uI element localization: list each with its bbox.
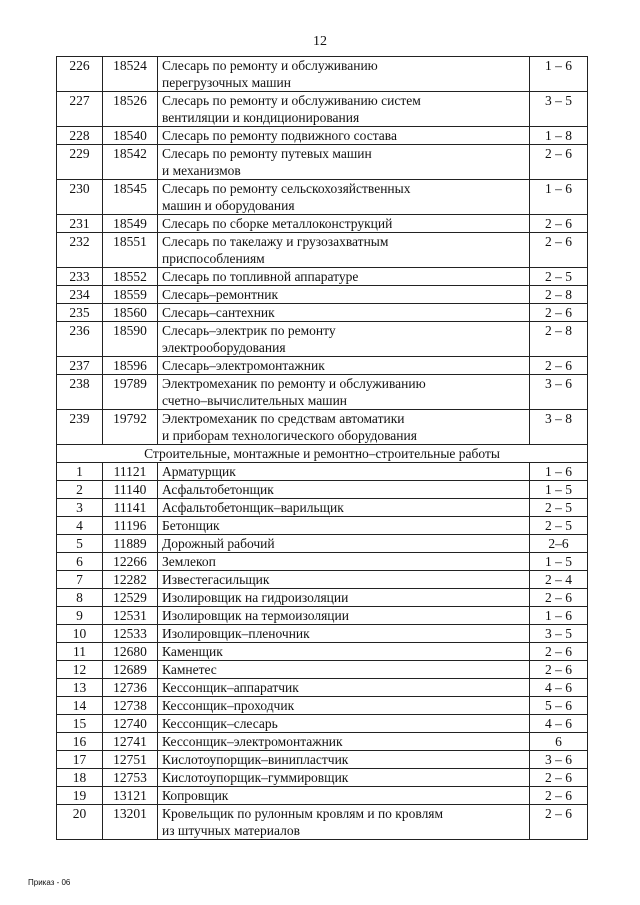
grade-range: 2 – 4 [530,571,588,589]
grade-range: 2 – 5 [530,517,588,535]
profession-name: Изолировщик на гидроизоляции [158,589,530,607]
row-number: 226 [57,57,103,92]
profession-code: 11196 [103,517,158,535]
profession-name: Кессонщик–слесарь [158,715,530,733]
profession-name: Слесарь–электрик по ремонту электрооборудования [158,322,530,357]
grade-range: 3 – 5 [530,625,588,643]
profession-name: Слесарь по ремонту сельскохозяйственных машин и оборудования [158,180,530,215]
table-row [57,92,588,127]
profession-code: 12738 [103,697,158,715]
grade-range: 1 – 5 [530,481,588,499]
row-number: 239 [57,410,103,445]
grade-range: 1 – 6 [530,463,588,481]
table-row [57,375,588,410]
grade-range: 1 – 6 [530,180,588,215]
table-row [57,661,588,679]
table-row [57,304,588,322]
row-number: 229 [57,145,103,180]
row-number: 3 [57,499,103,517]
table-row [57,322,588,357]
row-number: 10 [57,625,103,643]
grade-range: 2 – 6 [530,145,588,180]
grade-range: 1 – 6 [530,607,588,625]
grade-range: 2 – 6 [530,661,588,679]
profession-code: 13201 [103,805,158,840]
profession-name: Кессонщик–проходчик [158,697,530,715]
profession-code: 11140 [103,481,158,499]
profession-name: Слесарь–ремонтник [158,286,530,304]
profession-code: 12741 [103,733,158,751]
grade-range: 2 – 6 [530,787,588,805]
profession-name: Камнетес [158,661,530,679]
profession-name: Слесарь по ремонту и обслуживанию перегрузочных машин [158,57,530,92]
grade-range: 2 – 6 [530,215,588,233]
table-body-bottom [57,463,588,840]
table-row [57,535,588,553]
profession-code: 11141 [103,499,158,517]
row-number: 19 [57,787,103,805]
profession-code: 12533 [103,625,158,643]
table-row [57,679,588,697]
row-number: 232 [57,233,103,268]
profession-name: Кессонщик–аппаратчик [158,679,530,697]
profession-name: Дорожный рабочий [158,535,530,553]
grade-range: 2 – 5 [530,268,588,286]
table-row [57,715,588,733]
grade-range: 3 – 5 [530,92,588,127]
grade-range: 3 – 6 [530,375,588,410]
profession-code: 18552 [103,268,158,286]
profession-code: 18590 [103,322,158,357]
row-number: 228 [57,127,103,145]
footer-text: Приказ - 06 [28,878,71,887]
table-row [57,499,588,517]
profession-code: 12736 [103,679,158,697]
profession-code: 18596 [103,357,158,375]
profession-code: 18526 [103,92,158,127]
row-number: 14 [57,697,103,715]
grade-range: 2 – 6 [530,589,588,607]
table-row [57,805,588,840]
profession-name: Электромеханик по ремонту и обслуживанию счетно–вычислительных машин [158,375,530,410]
profession-code: 18540 [103,127,158,145]
profession-code: 18524 [103,57,158,92]
profession-name: Арматурщик [158,463,530,481]
table-row [57,697,588,715]
section-heading-row [57,445,588,463]
table-row [57,233,588,268]
table-row [57,751,588,769]
table-row [57,357,588,375]
table-row [57,571,588,589]
professions-table [56,56,588,840]
row-number: 12 [57,661,103,679]
profession-name: Кислотоупорщик–винипластчик [158,751,530,769]
row-number: 227 [57,92,103,127]
grade-range: 6 [530,733,588,751]
profession-name: Слесарь по ремонту подвижного состава [158,127,530,145]
profession-code: 19792 [103,410,158,445]
row-number: 238 [57,375,103,410]
row-number: 18 [57,769,103,787]
profession-code: 12740 [103,715,158,733]
profession-name: Бетонщик [158,517,530,535]
table-row [57,589,588,607]
row-number: 7 [57,571,103,589]
table-row [57,787,588,805]
profession-code: 12266 [103,553,158,571]
grade-range: 2 – 8 [530,286,588,304]
profession-name: Слесарь–сантехник [158,304,530,322]
row-number: 4 [57,517,103,535]
table-row [57,127,588,145]
grade-range: 2 – 6 [530,769,588,787]
table-row [57,57,588,92]
profession-code: 12751 [103,751,158,769]
row-number: 236 [57,322,103,357]
profession-code: 11889 [103,535,158,553]
table-row [57,481,588,499]
table-row [57,625,588,643]
row-number: 11 [57,643,103,661]
profession-name: Слесарь по топливной аппаратуре [158,268,530,286]
table-row [57,268,588,286]
grade-range: 4 – 6 [530,679,588,697]
profession-name: Кровельщик по рулонным кровлям и по кровлям из штучных материалов [158,805,530,840]
profession-name: Слесарь по такелажу и грузозахватным приспособлениям [158,233,530,268]
profession-code: 12753 [103,769,158,787]
table-row [57,215,588,233]
profession-code: 18560 [103,304,158,322]
row-number: 230 [57,180,103,215]
row-number: 6 [57,553,103,571]
row-number: 13 [57,679,103,697]
table-row [57,643,588,661]
table-row [57,517,588,535]
grade-range: 3 – 6 [530,751,588,769]
table-row [57,410,588,445]
table-row [57,607,588,625]
grade-range: 2 – 8 [530,322,588,357]
row-number: 2 [57,481,103,499]
profession-name: Электромеханик по средствам автоматики и приборам технологического оборудования [158,410,530,445]
grade-range: 2–6 [530,535,588,553]
table-row [57,553,588,571]
profession-code: 18559 [103,286,158,304]
profession-code: 18549 [103,215,158,233]
profession-code: 18542 [103,145,158,180]
row-number: 20 [57,805,103,840]
profession-code: 19789 [103,375,158,410]
grade-range: 2 – 6 [530,805,588,840]
page-number: 12 [313,34,327,49]
profession-name: Изолировщик на термоизоляции [158,607,530,625]
profession-name: Копровщик [158,787,530,805]
grade-range: 2 – 6 [530,304,588,322]
grade-range: 2 – 6 [530,357,588,375]
profession-code: 12531 [103,607,158,625]
row-number: 235 [57,304,103,322]
profession-name: Слесарь по сборке металлоконструкций [158,215,530,233]
row-number: 234 [57,286,103,304]
profession-code: 13121 [103,787,158,805]
grade-range: 5 – 6 [530,697,588,715]
profession-code: 12680 [103,643,158,661]
table-row [57,286,588,304]
profession-name: Слесарь по ремонту и обслуживанию систем вентиляции и кондиционирования [158,92,530,127]
profession-name: Известегасильщик [158,571,530,589]
profession-name: Асфальтобетонщик–варильщик [158,499,530,517]
row-number: 8 [57,589,103,607]
profession-name: Асфальтобетонщик [158,481,530,499]
row-number: 237 [57,357,103,375]
table-row [57,463,588,481]
profession-code: 12689 [103,661,158,679]
row-number: 1 [57,463,103,481]
row-number: 15 [57,715,103,733]
table-row [57,145,588,180]
grade-range: 2 – 6 [530,233,588,268]
grade-range: 1 – 8 [530,127,588,145]
table-row [57,733,588,751]
table-row [57,180,588,215]
row-number: 9 [57,607,103,625]
grade-range: 4 – 6 [530,715,588,733]
profession-name: Слесарь по ремонту путевых машин и механизмов [158,145,530,180]
table-body-top [57,57,588,445]
profession-name: Землекоп [158,553,530,571]
grade-range: 2 – 5 [530,499,588,517]
profession-code: 12529 [103,589,158,607]
grade-range: 2 – 6 [530,643,588,661]
profession-name: Кислотоупорщик–гуммировщик [158,769,530,787]
row-number: 17 [57,751,103,769]
row-number: 233 [57,268,103,286]
profession-code: 12282 [103,571,158,589]
profession-name: Слесарь–электромонтажник [158,357,530,375]
grade-range: 1 – 5 [530,553,588,571]
profession-code: 18545 [103,180,158,215]
grade-range: 3 – 8 [530,410,588,445]
row-number: 231 [57,215,103,233]
profession-name: Каменщик [158,643,530,661]
table-row [57,769,588,787]
profession-code: 11121 [103,463,158,481]
profession-name: Изолировщик–пленочник [158,625,530,643]
row-number: 16 [57,733,103,751]
profession-code: 18551 [103,233,158,268]
grade-range: 1 – 6 [530,57,588,92]
section-heading: Строительные, монтажные и ремонтно–строительные работы [57,445,588,463]
profession-name: Кессонщик–электромонтажник [158,733,530,751]
row-number: 5 [57,535,103,553]
